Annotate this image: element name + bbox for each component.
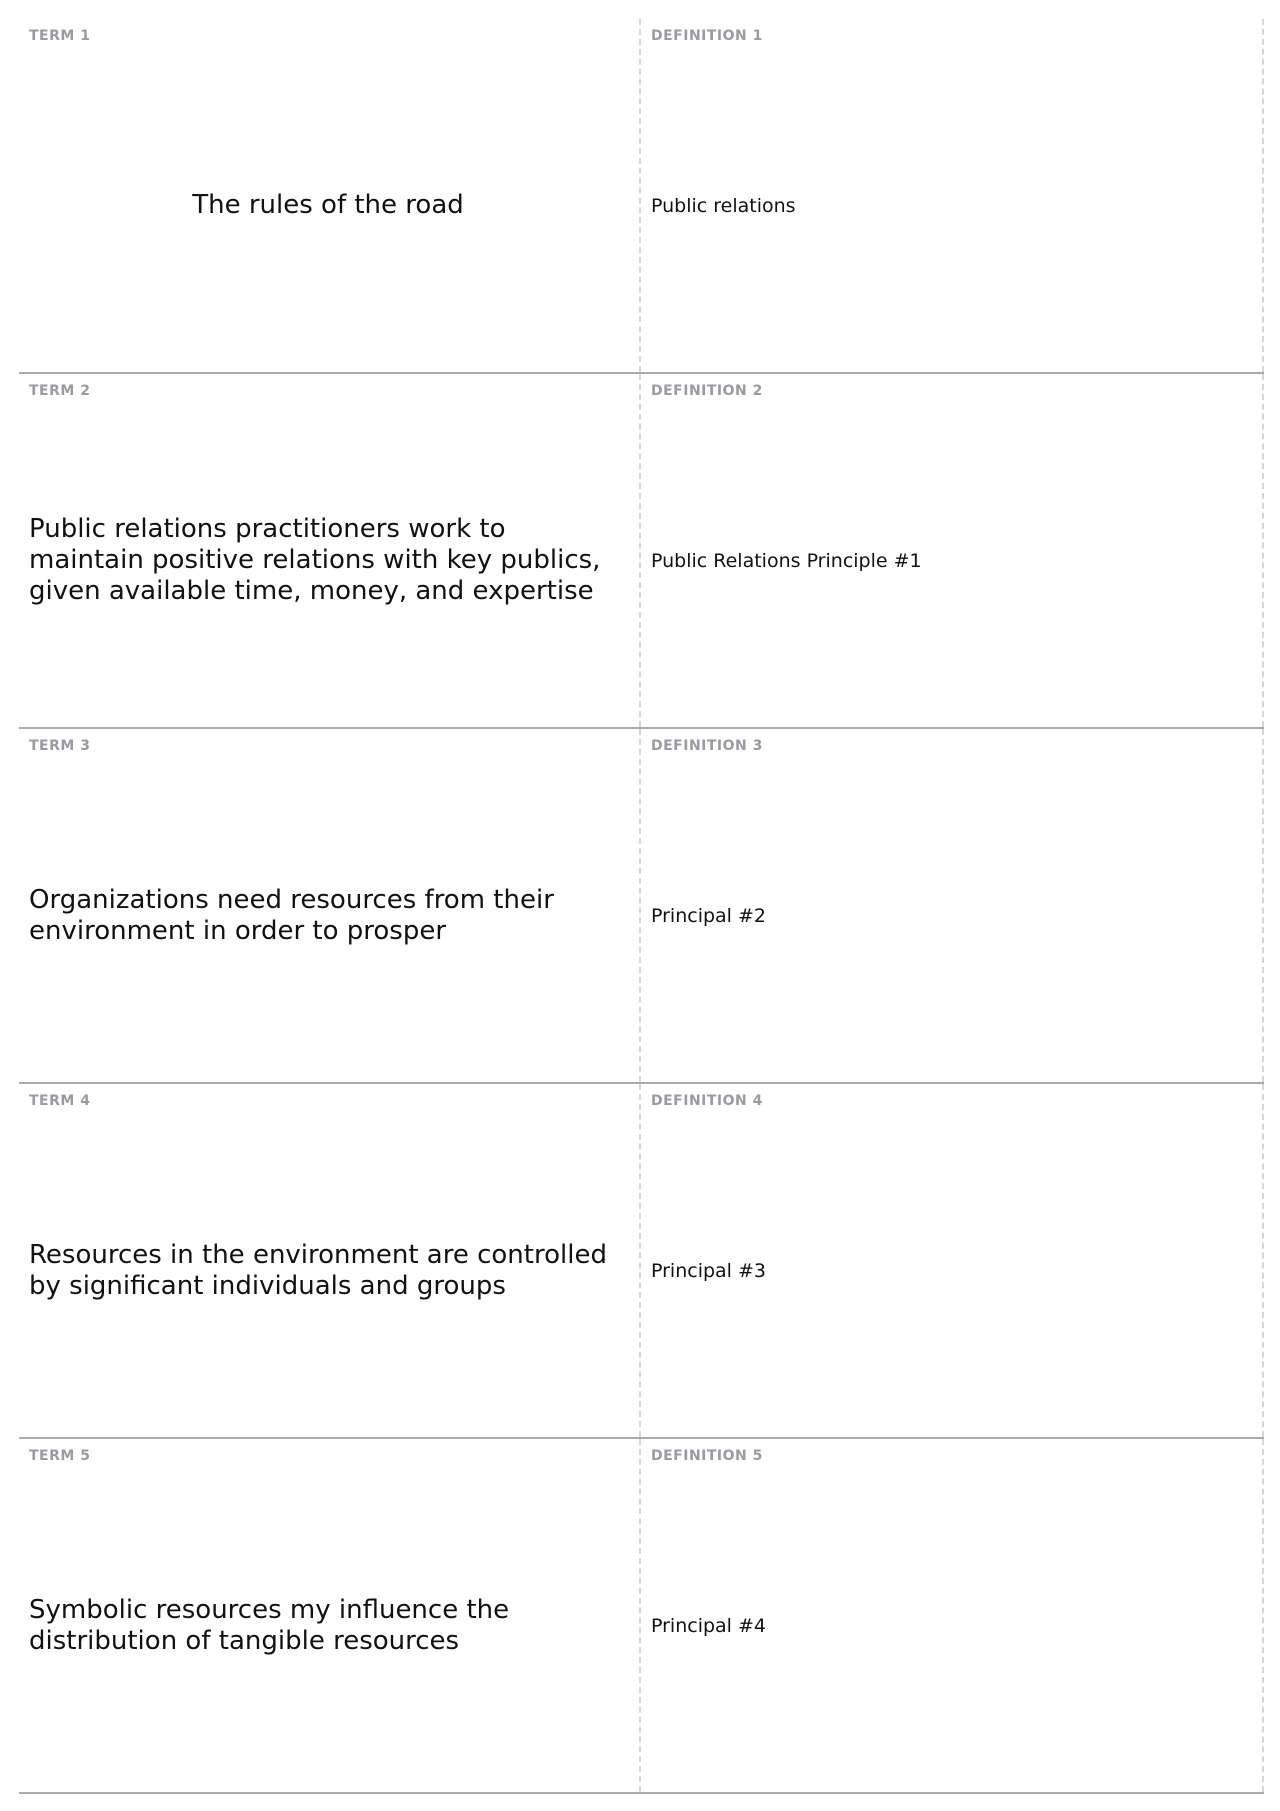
term-cell-5 [19,1439,641,1792]
definition-label: DEFINITION 1 [651,28,763,44]
term-label: TERM 1 [29,28,91,44]
term-label: TERM 3 [29,738,91,754]
term-text: Resources in the environment are controlled by significant individuals and groups [29,1239,607,1301]
definition-text: Public Relations Principle #1 [651,549,922,572]
definition-label: DEFINITION 2 [651,383,763,399]
definition-text: Public relations [651,194,796,217]
term-label: TERM 2 [29,383,91,399]
definition-cell-3 [641,729,1264,1082]
definition-cell-1 [641,19,1264,372]
term-cell-2 [19,374,641,727]
term-cell-4 [19,1084,641,1437]
definition-cell-5 [641,1439,1264,1792]
term-text: The rules of the road [192,190,464,220]
card-row-5 [19,1439,1264,1794]
term-text: Organizations need resources from their environment in order to prosper [29,884,554,946]
definition-label: DEFINITION 5 [651,1448,763,1464]
definition-cell-2 [641,374,1264,727]
term-cell-1 [19,19,641,372]
term-text: Symbolic resources my influence the distribution of tangible resources [29,1594,510,1656]
card-row-4 [19,1084,1264,1439]
term-cell-3 [19,729,641,1082]
term-label: TERM 5 [29,1448,91,1464]
card-row-3 [19,729,1264,1084]
definition-label: DEFINITION 4 [651,1093,763,1109]
definition-text: Principal #4 [651,1614,767,1637]
definition-text: Principal #3 [651,1259,767,1282]
card-row-1 [19,19,1264,374]
definition-label: DEFINITION 3 [651,738,763,754]
flashcard-sheet [19,19,1264,1794]
definition-cell-4 [641,1084,1264,1437]
term-label: TERM 4 [29,1093,91,1109]
card-row-2 [19,374,1264,729]
definition-text: Principal #2 [651,904,767,927]
term-text: Public relations practitioners work to maintain positive relations with key publics, given available time, money, and expertise [29,514,601,606]
